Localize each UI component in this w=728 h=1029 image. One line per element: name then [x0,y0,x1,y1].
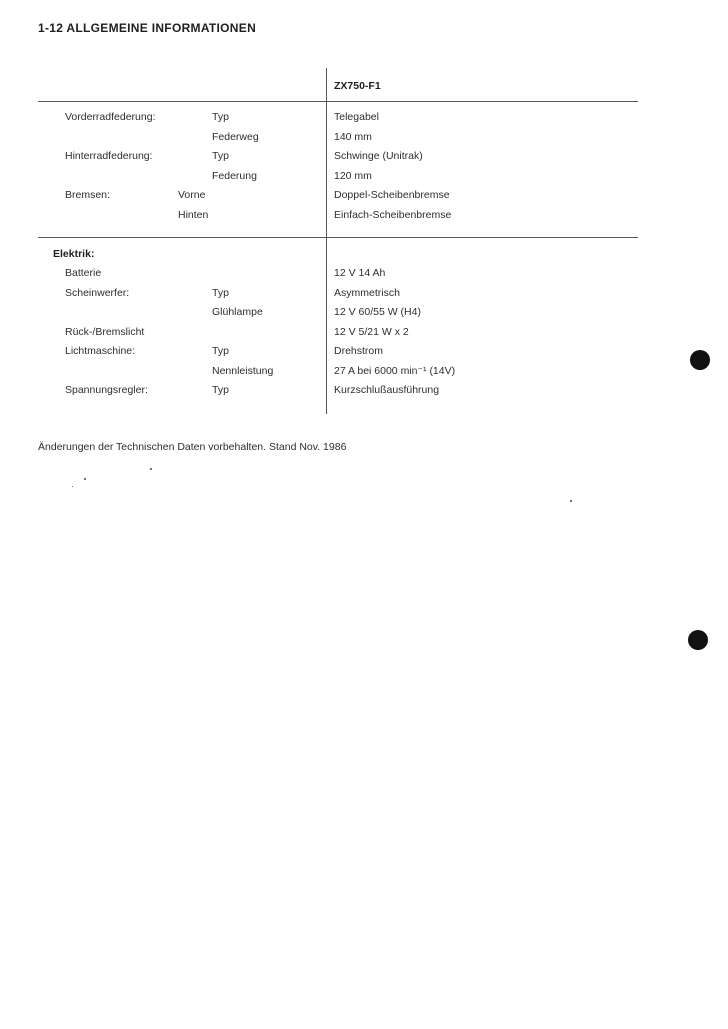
table-row [0,188,700,202]
row-value: 12 V 60/55 W (H4) [334,306,421,318]
table-row [0,208,700,222]
section-title-elektrik: Elektrik: [53,248,95,260]
row-value: Drehstrom [334,345,384,357]
row-value: 12 V 14 Ah [334,267,386,279]
row-param: Typ [212,287,229,299]
table-row [0,110,700,124]
table-row [0,344,700,358]
row-value: Telegabel [334,111,379,123]
table-row [0,169,700,183]
row-value: 27 A bei 6000 min⁻¹ (14V) [334,365,456,377]
row-value: Schwinge (Unitrak) [334,150,423,162]
row-value: Asymmetrisch [334,287,400,299]
table-rule-top [38,101,638,102]
row-param: Federung [212,170,257,182]
row-sublabel: Hinten [178,209,209,221]
row-value: Einfach-Scheibenbremse [334,209,452,221]
table-row [0,286,700,300]
table-row [0,149,700,163]
scan-speck [570,500,572,502]
scan-speck [84,478,86,480]
row-param: Typ [212,111,229,123]
row-value: 12 V 5/21 W x 2 [334,326,409,338]
scan-speck [150,468,152,470]
table-rule-middle [38,237,638,238]
row-param: Federweg [212,131,259,143]
row-param: Typ [212,345,229,357]
row-param: Nennleistung [212,365,274,377]
row-value: Doppel-Scheibenbremse [334,189,450,201]
row-param: Typ [212,384,229,396]
row-label: Spannungsregler: [65,384,148,396]
footnote: Änderungen der Technischen Daten vorbehalten. Stand Nov. 1986 [38,441,347,453]
row-sublabel: Vorne [178,189,206,201]
row-label: Lichtmaschine: [65,345,136,357]
table-row [0,383,700,397]
table-row [0,130,700,144]
scan-speck [72,486,73,487]
row-label: Vorderradfederung: [65,111,156,123]
model-column-header: ZX750-F1 [334,80,381,92]
table-row [0,364,700,378]
punch-hole-icon [688,630,708,650]
row-label: Bremsen: [65,189,110,201]
table-row [0,305,700,319]
row-label: Hinterradfederung: [65,150,153,162]
row-param: Typ [212,150,229,162]
row-value: Kurzschlußausführung [334,384,440,396]
page-header: 1-12 ALLGEMEINE INFORMATIONEN [38,21,257,35]
row-value: 140 mm [334,131,372,143]
table-row [0,266,700,280]
row-value: 120 mm [334,170,372,182]
row-param: Glühlampe [212,306,263,318]
punch-hole-icon [690,350,710,370]
row-label: Rück-/Bremslicht [65,326,145,338]
row-label: Scheinwerfer: [65,287,130,299]
table-row [0,325,700,339]
row-label: Batterie [65,267,102,279]
